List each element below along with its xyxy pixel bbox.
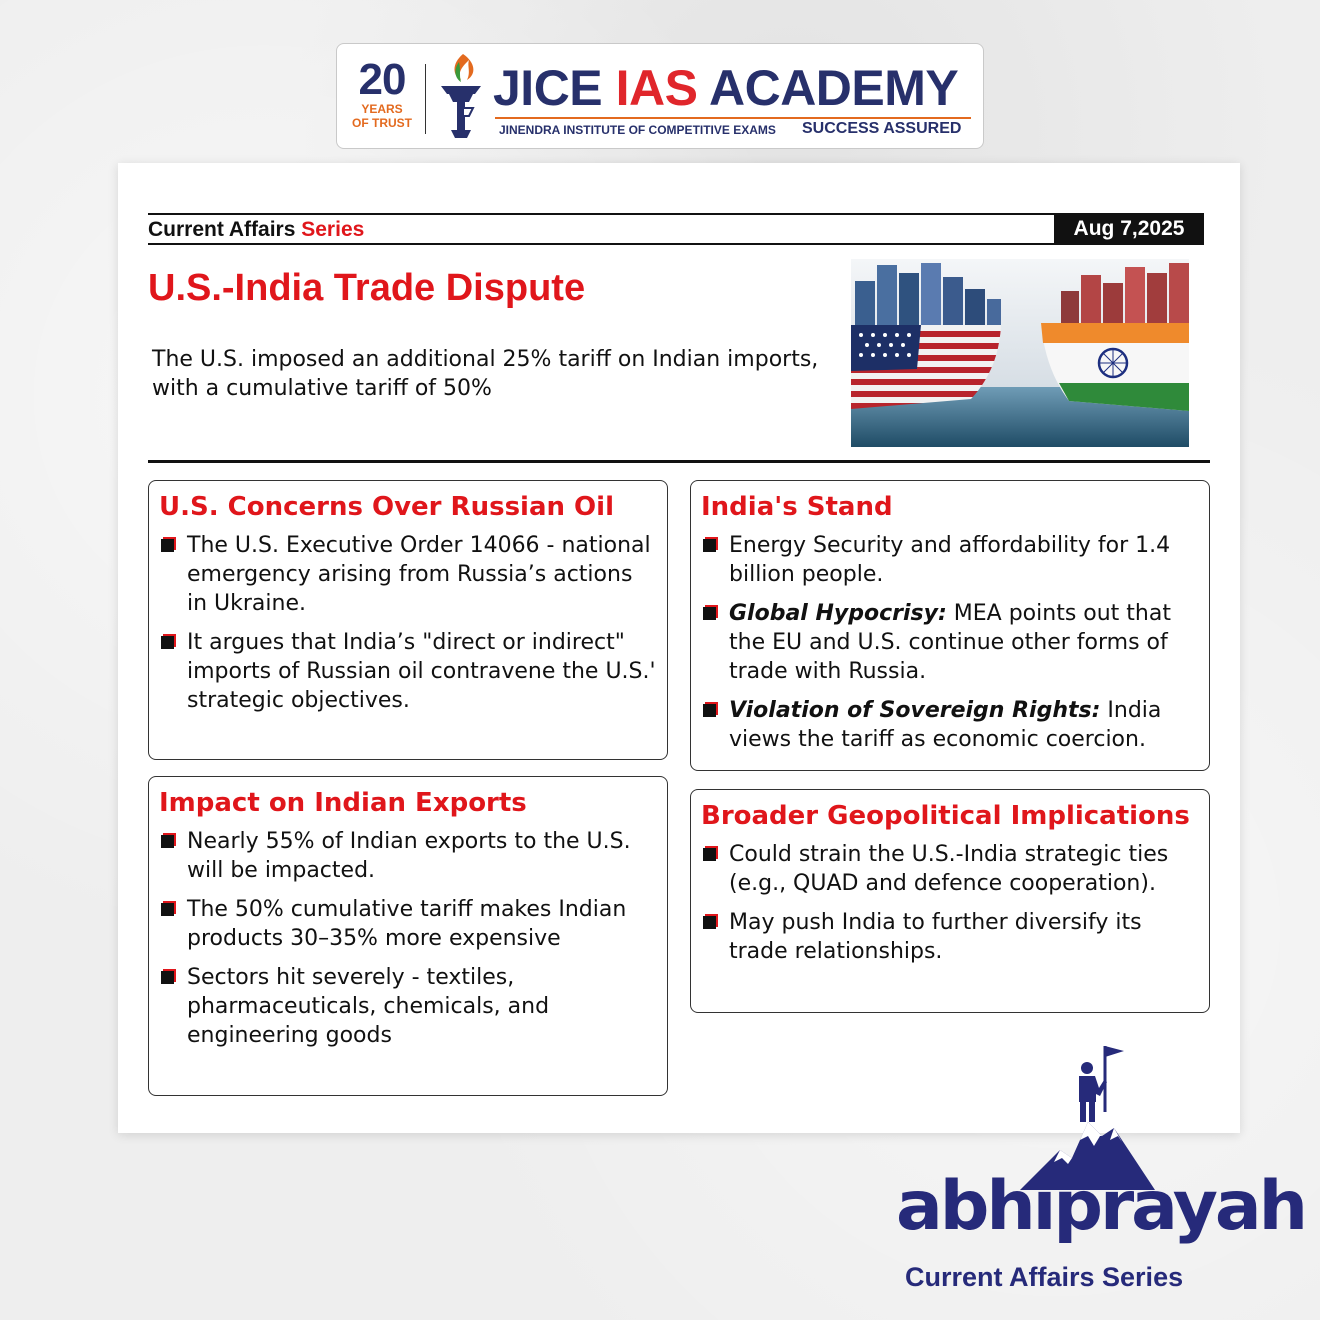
list-item-text: Energy Security and affordability for 1.4 billion people. xyxy=(729,533,1171,587)
bullet-icon xyxy=(703,704,716,717)
article-summary: The U.S. imposed an additional 25% tariff on Indian imports, with a cumulative tariff of 50% xyxy=(152,347,819,401)
us-concerns-list xyxy=(159,531,657,715)
list-item-text: Sectors hit severely - textiles, pharmaceuticals, chemicals, and engineering goods xyxy=(187,965,550,1048)
logo-underline xyxy=(495,117,971,119)
list-item-text: It argues that India’s "direct or indirect" imports of Russian oil contravene the U.S.' strategic objectives. xyxy=(187,630,656,713)
jice-logo xyxy=(336,43,984,149)
academy-name-academy: ACADEMY xyxy=(708,60,959,116)
india-stand-box xyxy=(690,480,1210,771)
bullet-icon xyxy=(161,539,174,552)
institute-name: JINENDRA INSTITUTE OF COMPETITIVE EXAMS xyxy=(499,123,776,137)
series-bar xyxy=(148,213,1204,245)
geopolitical-list xyxy=(701,840,1199,966)
years-badge xyxy=(349,55,415,130)
list-item-text: MEA points out that the EU and U.S. continue other forms of trade with Russia. xyxy=(729,601,1171,684)
geopolitical-box xyxy=(690,789,1210,1013)
us-concerns-title: U.S. Concerns Over Russian Oil xyxy=(159,492,614,522)
section-divider xyxy=(148,460,1210,463)
us-concerns-box xyxy=(148,480,668,760)
india-stand-list xyxy=(701,531,1199,754)
list-item xyxy=(159,531,657,618)
list-item xyxy=(701,599,1199,686)
academy-name-ias: IAS xyxy=(615,60,698,116)
list-item-text: India views the tariff as economic coercion. xyxy=(729,698,1162,752)
academy-name xyxy=(493,62,958,114)
series-label xyxy=(148,218,364,242)
list-item xyxy=(701,908,1199,966)
bullet-icon xyxy=(161,971,174,984)
list-item-text: The 50% cumulative tariff makes Indian products 30–35% more expensive xyxy=(187,897,627,951)
bullet-icon xyxy=(703,916,716,929)
bullet-icon xyxy=(161,903,174,916)
list-item-text: May push India to further diversify its trade relationships. xyxy=(729,910,1142,964)
list-item xyxy=(159,895,657,953)
list-item-emphasis: Violation of Sovereign Rights: xyxy=(729,698,1101,723)
bullet-icon xyxy=(161,835,174,848)
geopolitical-title: Broader Geopolitical Implications xyxy=(701,801,1190,831)
trade-ships-image xyxy=(851,259,1189,447)
brand-name: abhiprayah xyxy=(896,1167,1305,1246)
impact-list xyxy=(159,827,657,1050)
date-badge: Aug 7,2025 xyxy=(1054,213,1204,245)
list-item-text: Could strain the U.S.-India strategic ties (e.g., QUAD and defence cooperation). xyxy=(729,842,1169,896)
trust-text: OF TRUST xyxy=(352,116,412,130)
list-item xyxy=(701,531,1199,589)
india-stand-title: India's Stand xyxy=(701,492,893,522)
impact-box xyxy=(148,776,668,1096)
years-word: YEARS xyxy=(361,102,403,116)
list-item-emphasis: Global Hypocrisy: xyxy=(729,601,947,626)
impact-title: Impact on Indian Exports xyxy=(159,788,527,818)
list-item xyxy=(159,628,657,715)
academy-name-jice: JICE xyxy=(493,60,603,116)
logo-divider xyxy=(425,64,426,134)
bullet-icon xyxy=(703,607,716,620)
bullet-icon xyxy=(703,539,716,552)
content-card xyxy=(118,163,1240,1133)
bullet-icon xyxy=(703,848,716,861)
list-item-text: Nearly 55% of Indian exports to the U.S. will be impacted. xyxy=(187,829,631,883)
list-item xyxy=(159,963,657,1050)
series-label-highlight: Series xyxy=(301,218,365,241)
years-number: 20 xyxy=(358,55,406,104)
series-label-main: Current Affairs xyxy=(148,218,302,241)
article-title: U.S.-India Trade Dispute xyxy=(148,267,586,309)
torch-emblem-icon xyxy=(433,50,489,144)
list-item xyxy=(159,827,657,885)
list-item-text: The U.S. Executive Order 14066 - national emergency arising from Russia’s actions in Ukraine. xyxy=(187,533,651,616)
list-item xyxy=(701,840,1199,898)
tagline: SUCCESS ASSURED xyxy=(802,120,962,137)
list-item xyxy=(701,696,1199,754)
brand-subtitle: Current Affairs Series xyxy=(905,1262,1184,1292)
bullet-icon xyxy=(161,636,174,649)
